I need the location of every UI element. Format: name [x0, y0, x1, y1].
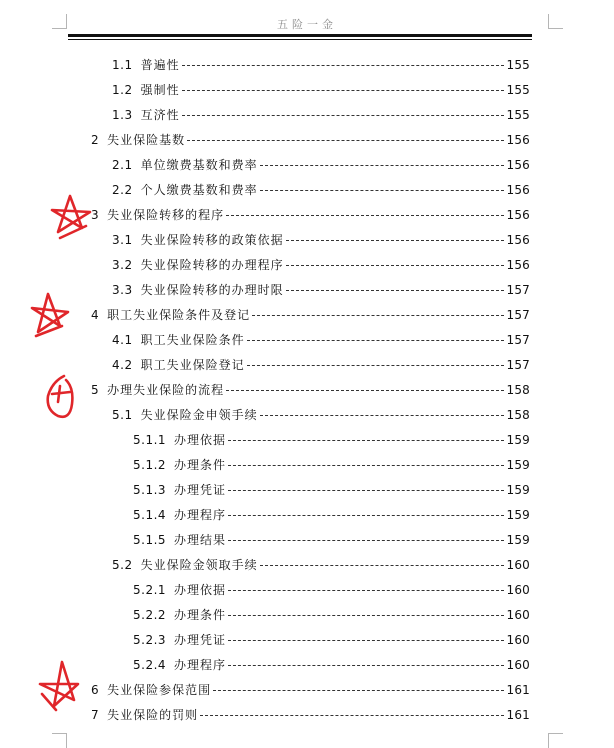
toc-entry-page: 161	[506, 683, 530, 697]
toc-entry-page: 156	[506, 183, 530, 197]
toc-entry-page: 157	[506, 283, 530, 297]
toc-entry-number: 4	[91, 308, 100, 322]
toc-entry-number: 6	[91, 683, 100, 697]
toc-entry-page: 160	[506, 608, 530, 622]
toc-entry-number: 5.2.3	[133, 633, 167, 647]
toc-entry-page: 159	[506, 433, 530, 447]
scribble-mark	[48, 376, 73, 417]
toc-entry-title: 办理条件	[174, 608, 227, 622]
toc-entry-title: 失业保险金申领手续	[140, 408, 258, 422]
toc-entry-title: 职工失业保险登记	[140, 358, 245, 372]
toc-entry-number: 4.2	[112, 358, 133, 372]
toc-entry-page: 155	[506, 83, 530, 97]
page-header-title: 五险一金	[277, 18, 337, 31]
toc-entry-page: 158	[506, 408, 530, 422]
toc-entry-title: 失业保险转移的办理时限	[140, 283, 284, 297]
toc-entry-number: 5	[91, 383, 100, 397]
toc-entry-page: 160	[506, 558, 530, 572]
toc-entry-page: 155	[506, 58, 530, 72]
toc-entry-title: 办理结果	[174, 533, 227, 547]
star-mark	[52, 196, 90, 238]
toc-entry-number: 3.1	[112, 233, 133, 247]
toc-entry-title: 单位缴费基数和费率	[140, 158, 258, 172]
toc-entry-title: 失业保险参保范围	[107, 683, 212, 697]
toc-entry-number: 3.2	[112, 258, 133, 272]
toc-entry-page: 159	[506, 508, 530, 522]
toc-entry-title: 失业保险基数	[107, 133, 186, 147]
toc-entry-number: 1.2	[112, 83, 133, 97]
toc-entry-number: 5.2.1	[133, 583, 167, 597]
toc-entry-title: 失业保险转移的政策依据	[140, 233, 284, 247]
toc-entry-page: 159	[506, 533, 530, 547]
toc-entry-title: 办理程序	[174, 658, 227, 672]
star-mark	[32, 294, 68, 336]
toc-entry-page: 157	[506, 333, 530, 347]
toc-entry-number: 5.2.2	[133, 608, 167, 622]
toc-entry-number: 3	[91, 208, 100, 222]
toc-entry-number: 7	[91, 708, 100, 722]
toc-entry-page: 161	[506, 708, 530, 722]
toc-entry-page: 156	[506, 208, 530, 222]
toc-entry-page: 159	[506, 483, 530, 497]
toc-entry-number: 5.1.4	[133, 508, 167, 522]
toc-entry-title: 失业保险金领取手续	[140, 558, 258, 572]
toc-entry-page: 160	[506, 633, 530, 647]
toc-entry-number: 5.1.3	[133, 483, 167, 497]
toc-entry-number: 1.3	[112, 108, 133, 122]
toc-entry-page: 156	[506, 158, 530, 172]
toc-entry-number: 5.1.2	[133, 458, 167, 472]
toc-entry-number: 5.2	[112, 558, 133, 572]
toc-entry-page: 156	[506, 233, 530, 247]
toc-entry-title: 失业保险转移的程序	[107, 208, 225, 222]
toc-entry-page: 157	[506, 308, 530, 322]
toc-entry-title: 个人缴费基数和费率	[140, 183, 258, 197]
toc-entry-title: 互济性	[140, 108, 180, 122]
toc-entry-page: 160	[506, 583, 530, 597]
toc-entry-title: 办理程序	[174, 508, 227, 522]
toc-entry-number: 4.1	[112, 333, 133, 347]
toc-entry-title: 办理失业保险的流程	[107, 383, 225, 397]
toc-entry-page: 157	[506, 358, 530, 372]
toc-entry-number: 5.2.4	[133, 658, 167, 672]
toc-entry-number: 1.1	[112, 58, 133, 72]
toc-entry-number: 3.3	[112, 283, 133, 297]
toc-entry-number: 5.1	[112, 408, 133, 422]
toc-entry-number: 5.1.5	[133, 533, 167, 547]
toc-entry-title: 办理凭证	[174, 483, 227, 497]
toc-entry-page: 155	[506, 108, 530, 122]
toc-entry-title: 失业保险转移的办理程序	[140, 258, 284, 272]
toc-entry-page: 159	[506, 458, 530, 472]
toc-entry-number: 2.1	[112, 158, 133, 172]
toc-entry-title: 办理凭证	[174, 633, 227, 647]
toc-entry-number: 2	[91, 133, 100, 147]
toc-entry-title: 办理依据	[174, 433, 227, 447]
toc-entry-number: 5.1.1	[133, 433, 167, 447]
toc-entry-number: 2.2	[112, 183, 133, 197]
toc-entry-page: 156	[506, 258, 530, 272]
toc-entry-page: 160	[506, 658, 530, 672]
toc-entry-title: 强制性	[140, 83, 180, 97]
toc-entry-page: 156	[506, 133, 530, 147]
toc-entry-title: 职工失业保险条件	[140, 333, 245, 347]
toc-entry-title: 失业保险的罚则	[107, 708, 199, 722]
toc-entry-title: 普遍性	[140, 58, 180, 72]
star-mark	[40, 662, 78, 710]
toc-entry-title: 职工失业保险条件及登记	[107, 308, 251, 322]
toc-entry-title: 办理条件	[174, 458, 227, 472]
toc-entry-page: 158	[506, 383, 530, 397]
toc-entry-title: 办理依据	[174, 583, 227, 597]
